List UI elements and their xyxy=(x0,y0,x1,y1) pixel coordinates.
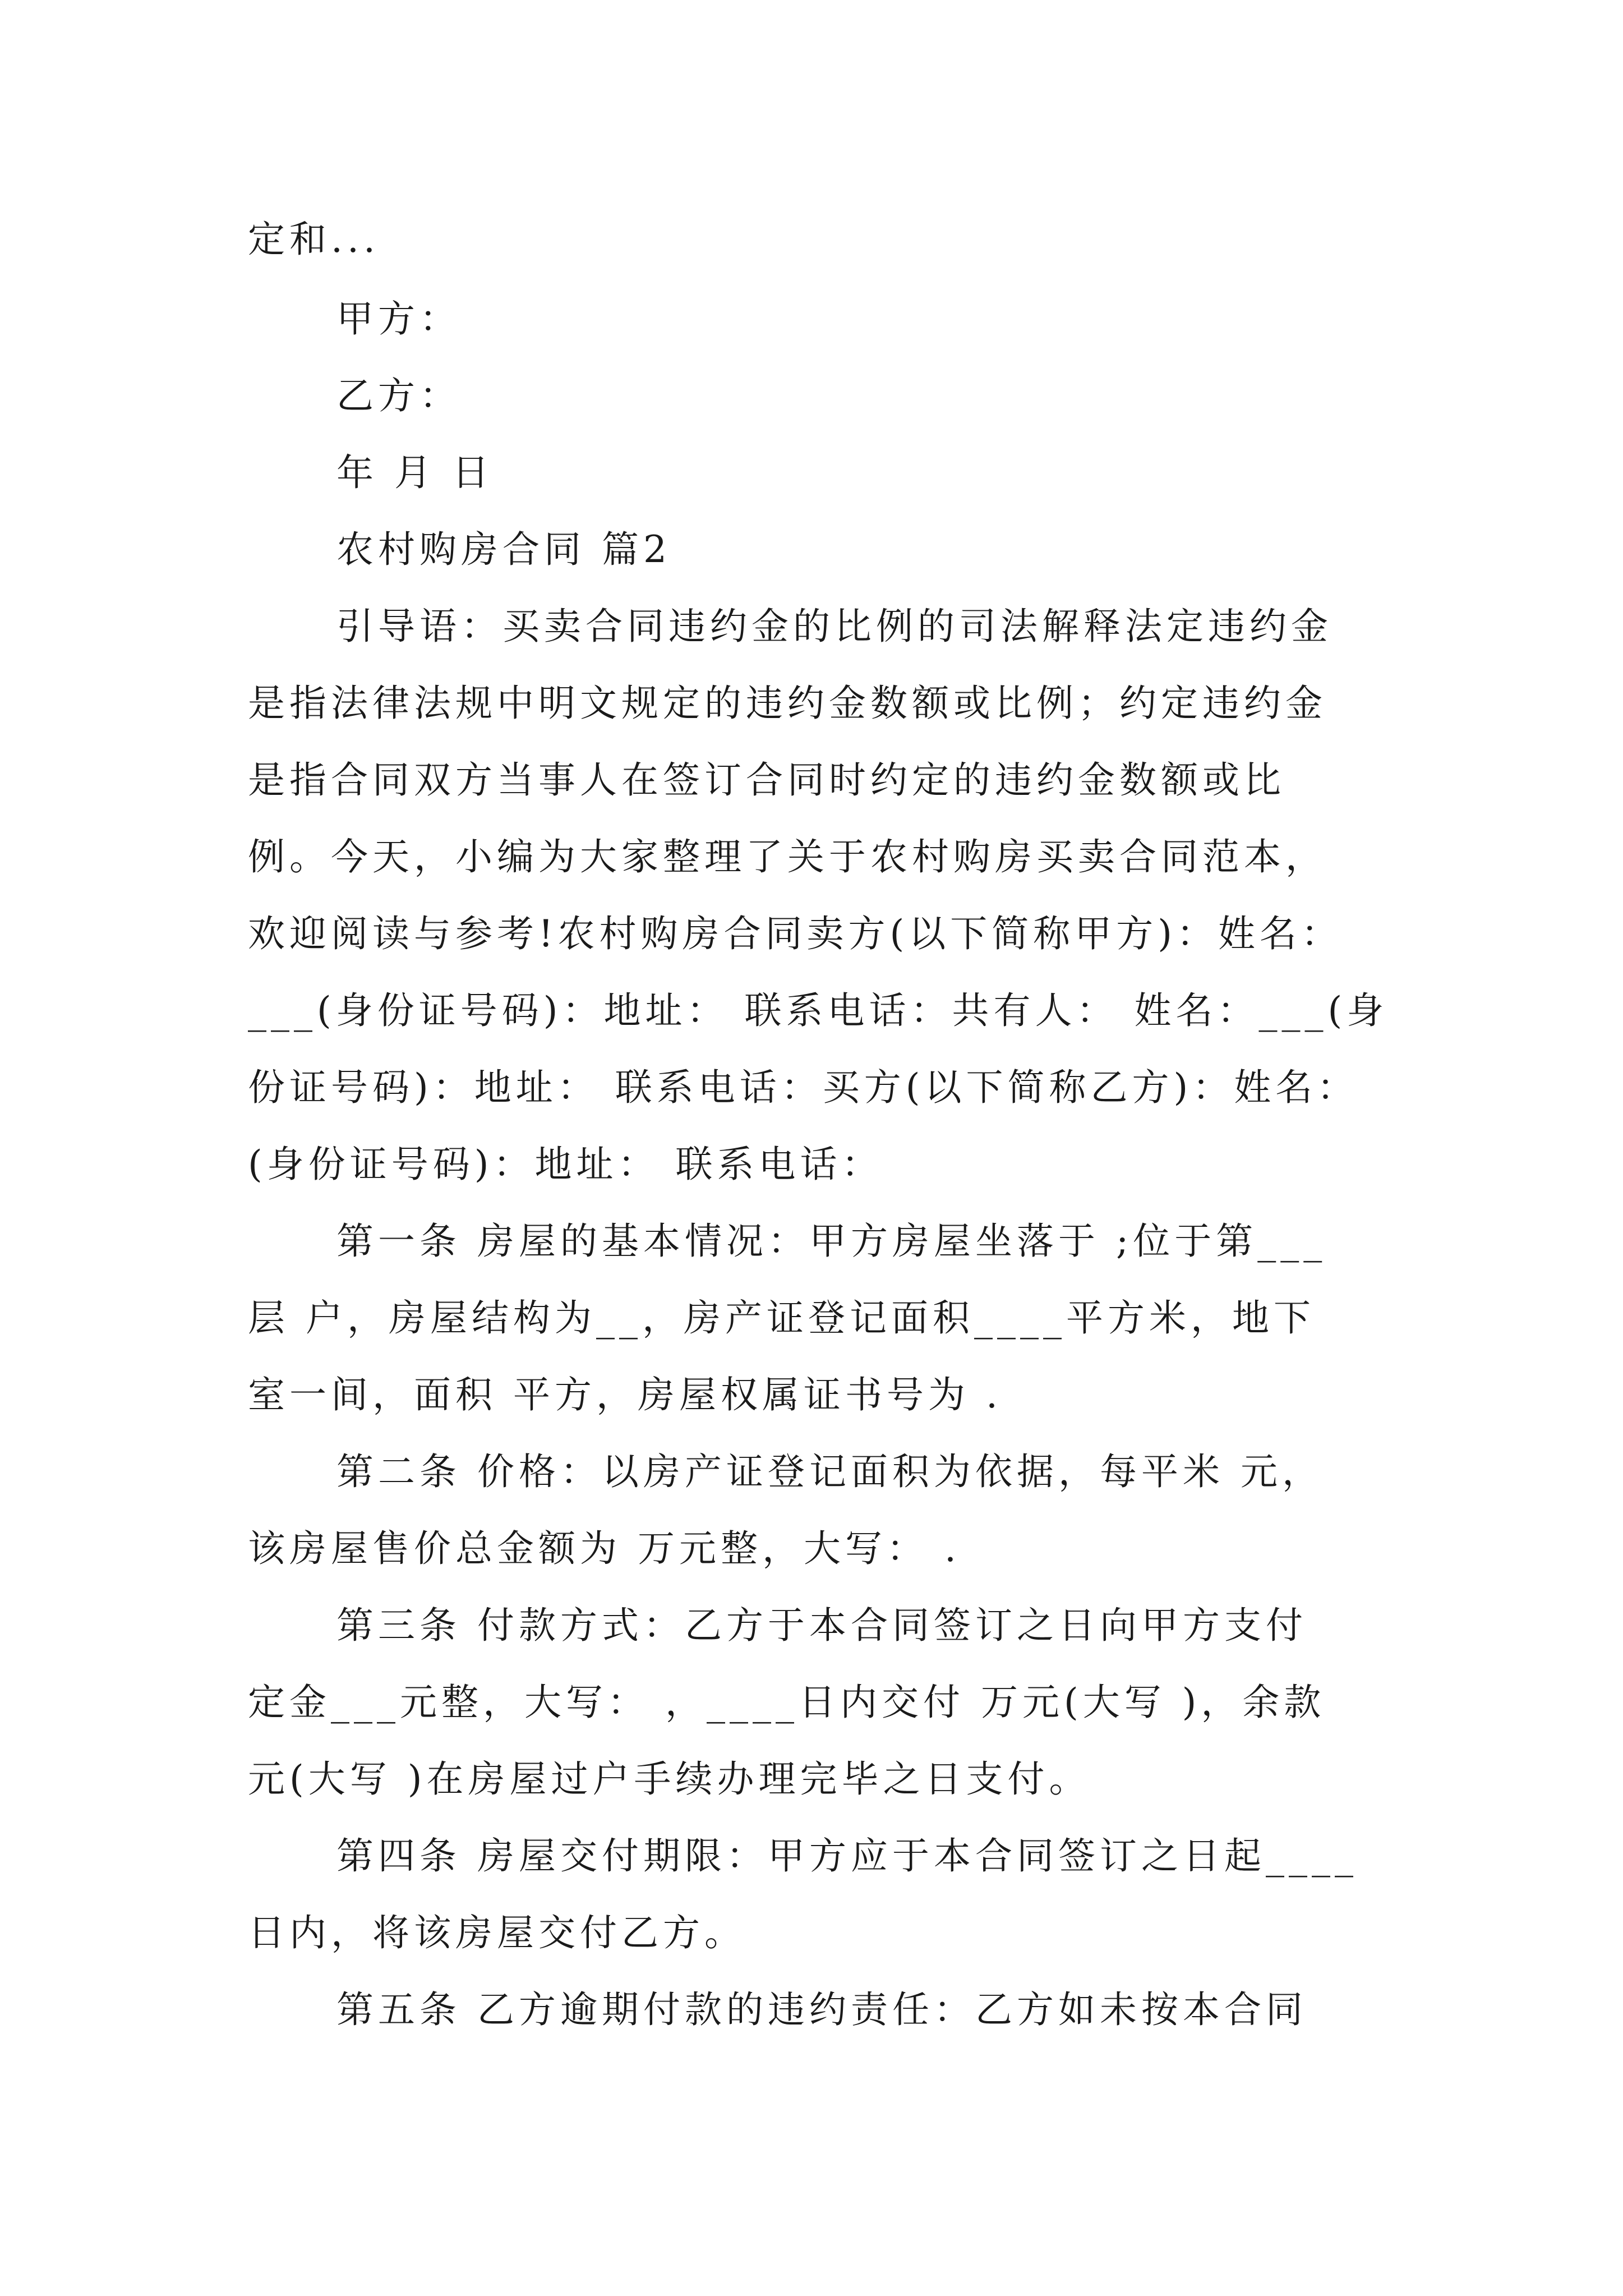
paragraph-line: 是指法律法规中明文规定的违约金数额或比例；约定违约金 xyxy=(248,682,1327,725)
paragraph-line: 份证号码)：地址： 联系电话：买方(以下简称乙方)：姓名： xyxy=(248,1066,1359,1109)
article-2-line: 该房屋售价总金额为 万元整，大写： . xyxy=(248,1527,961,1570)
paragraph-line: 引导语：买卖合同违约金的比例的司法解释法定违约金 xyxy=(336,605,1332,648)
party-b-label: 乙方： xyxy=(336,374,461,417)
article-1-line: 第一条 房屋的基本情况：甲方房屋坐落于 ;位于第___ xyxy=(336,1220,1327,1263)
section-title: 农村购房合同 篇2 xyxy=(336,528,671,571)
paragraph-line: (身份证号码)：地址： 联系电话： xyxy=(248,1143,883,1186)
text-line: 定和... xyxy=(248,218,380,261)
article-1-line: 层 户，房屋结构为__，房产证登记面积____平方米，地下 xyxy=(248,1296,1315,1340)
article-3-line: 元(大写 )在房屋过户手续办理完毕之日支付。 xyxy=(248,1757,1091,1801)
paragraph-line: 欢迎阅读与参考!农村购房合同卖方(以下简称甲方)：姓名： xyxy=(248,912,1343,955)
article-2-line: 第二条 价格：以房产证登记面积为依据，每平米 元， xyxy=(336,1450,1324,1493)
date-line: 年 月 日 xyxy=(336,451,494,494)
party-a-label: 甲方： xyxy=(336,297,461,341)
article-3-line: 第三条 付款方式：乙方于本合同签订之日向甲方支付 xyxy=(336,1604,1307,1647)
article-5-line: 第五条 乙方逾期付款的违约责任：乙方如未按本合同 xyxy=(336,1988,1307,2031)
article-4-line: 日内，将该房屋交付乙方。 xyxy=(248,1911,746,1954)
article-3-line: 定金___元整，大写： ，____日内交付 万元(大写 )，余款 xyxy=(248,1681,1326,1724)
article-4-line: 第四条 房屋交付期限：甲方应于本合同签订之日起____ xyxy=(336,1834,1358,1878)
paragraph-line: 是指合同双方当事人在签订合同时约定的违约金数额或比 xyxy=(248,758,1285,802)
paragraph-line: ___(身份证号码)：地址： 联系电话：共有人： 姓名：___(身 xyxy=(248,989,1389,1032)
article-1-line: 室一间，面积 平方，房屋权属证书号为 . xyxy=(248,1373,1002,1416)
paragraph-line: 例。今天，小编为大家整理了关于农村购房买卖合同范本， xyxy=(248,835,1327,878)
